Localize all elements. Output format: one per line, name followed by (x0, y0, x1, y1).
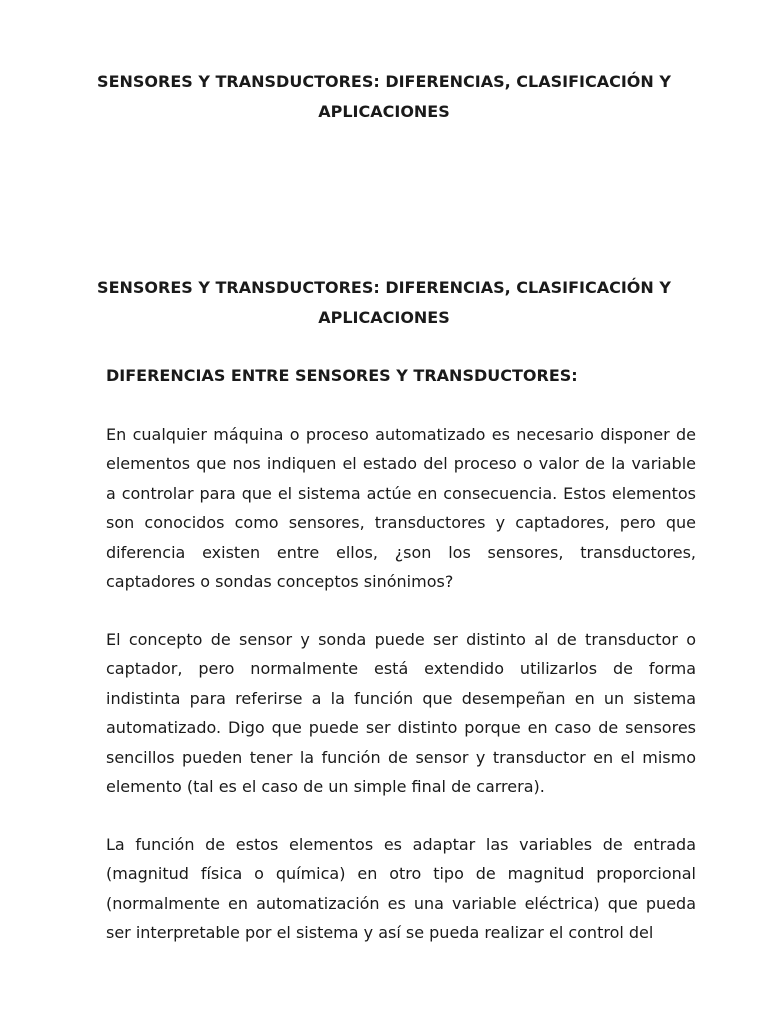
section-heading: DIFERENCIAS ENTRE SENSORES Y TRANSDUCTORES: (106, 366, 578, 385)
document-title-repeat: SENSORES Y TRANSDUCTORES: DIFERENCIAS, CLASIFICACIÓN Y APLICACIONES (97, 278, 671, 327)
document-title: SENSORES Y TRANSDUCTORES: DIFERENCIAS, CLASIFICACIÓN Y APLICACIONES (97, 72, 671, 121)
paragraph: En cualquier máquina o proceso automatizado es necesario disponer de elementos que nos indiquen el estado del proceso o valor de la variable a controlar para que el sistema actúe en consecuencia. Estos elementos son conocidos como sensores, transductores y captadores, pero que diferencia existen entre ellos, ¿son los sensores, transductores, captadores o sondas conceptos sinónimos? (106, 425, 696, 592)
paragraph: El concepto de sensor y sonda puede ser distinto al de transductor o captador, pero normalmente está extendido utilizarlos de forma indistinta para referirse a la función que desempeñan en un sistema automatizado. Digo que puede ser distinto porque en caso de sensores sencillos pueden tener la función de sensor y transductor en el mismo elemento (tal es el caso de un simple final de carrera). (106, 630, 696, 797)
paragraph: La función de estos elementos es adaptar las variables de entrada (magnitud física o química) en otro tipo de magnitud proporcional (normalmente en automatización es una variable eléctrica) que pueda ser interpretable por el sistema y así se pueda realizar el control del (106, 835, 696, 943)
